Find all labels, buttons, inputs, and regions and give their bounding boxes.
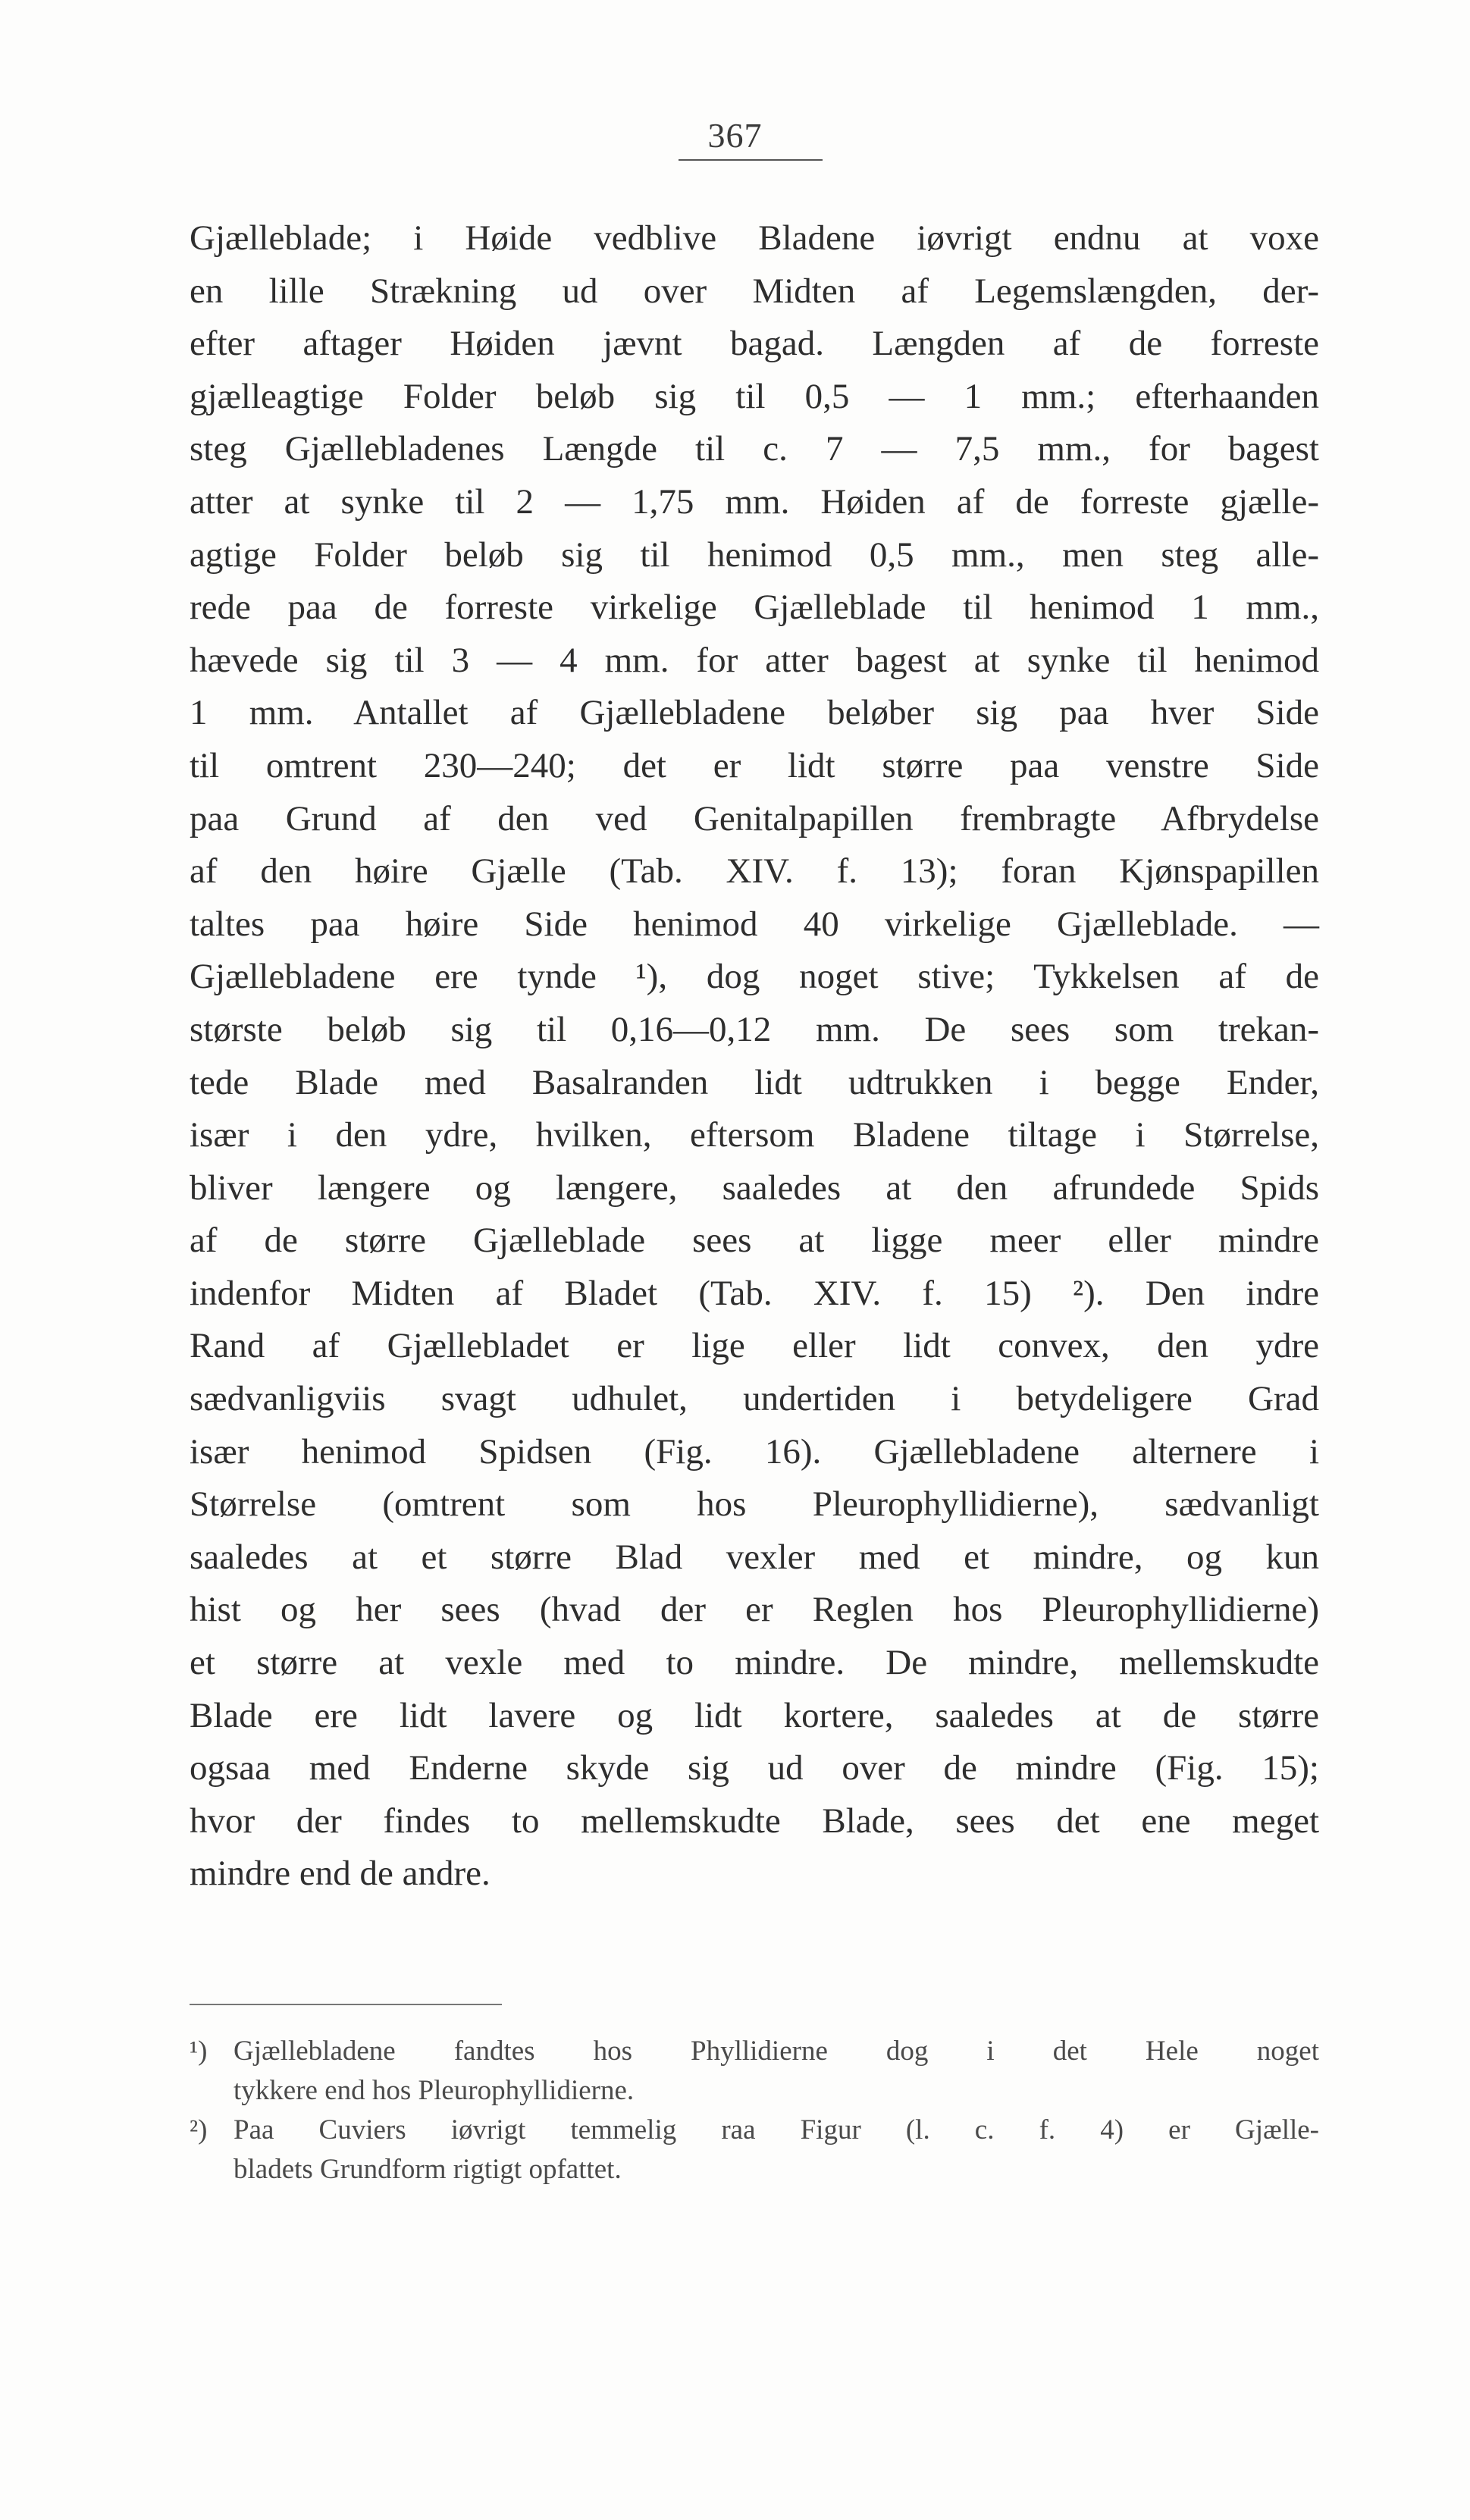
body-line: en lille Strækning ud over Midten af Legemslængden, der- [190, 271, 1319, 311]
body-line: indenfor Midten af Bladet (Tab. XIV. f. 15) ²). Den indre [190, 1273, 1319, 1313]
body-line: tede Blade med Basalranden lidt udtrukken i begge Ender, [190, 1062, 1319, 1102]
body-line: af de større Gjælleblade sees at ligge meer eller mindre [190, 1221, 1319, 1261]
body-line: hist og her sees (hvad der er Reglen hos Pleurophyllidierne) [190, 1590, 1319, 1630]
body-line: rede paa de forreste virkelige Gjælleblade til henimod 1 mm., [190, 588, 1319, 628]
body-line: af den høire Gjælle (Tab. XIV. f. 13); foran Kjønspapillen [190, 851, 1319, 892]
footnote-2 [190, 2111, 1319, 2150]
body-line: største beløb sig til 0,16—0,12 mm. De sees som trekan- [190, 1009, 1319, 1049]
body-line: Rand af Gjællebladet er lige eller lidt convex, den ydre [190, 1326, 1319, 1366]
body-line: ogsaa med Enderne skyde sig ud over de mindre (Fig. 15); [190, 1748, 1319, 1788]
body-text [190, 212, 1319, 1901]
body-line: paa Grund af den ved Genitalpapillen frembragte Afbrydelse [190, 798, 1319, 838]
body-line: saaledes at et større Blad vexler med et mindre, og kun [190, 1537, 1319, 1577]
body-line: gjælleagtige Folder beløb sig til 0,5 — 1 mm.; efterhaanden [190, 376, 1319, 416]
body-line: agtige Folder beløb sig til henimod 0,5 mm., men steg alle- [190, 534, 1319, 575]
body-line: efter aftager Høiden jævnt bagad. Længden af de forreste [190, 324, 1319, 364]
footnote-separator [190, 2004, 502, 2005]
body-line: især i den ydre, hvilken, eftersom Bladene tiltage i Størrelse, [190, 1115, 1319, 1155]
body-line: bliver længere og længere, saaledes at den afrundede Spids [190, 1168, 1319, 1208]
footnote-line: tykkere end hos Pleurophyllidierne. [234, 2075, 635, 2106]
footnote-marker: ¹) [190, 2036, 208, 2067]
body-line: mindre end de andre. [190, 1854, 491, 1894]
page-number: 367 [707, 116, 763, 155]
footnote-1 [190, 2032, 1319, 2071]
body-line: Gjælleblade; i Høide vedblive Bladene iøvrigt endnu at voxe [190, 218, 1319, 258]
body-line: Blade ere lidt lavere og lidt kortere, saaledes at de større [190, 1695, 1319, 1735]
body-line: hvor der findes to mellemskudte Blade, sees det ene meget [190, 1801, 1319, 1841]
body-line: et større at vexle med to mindre. De mindre, mellemskudte [190, 1643, 1319, 1683]
body-line: især henimod Spidsen (Fig. 16). Gjællebladene alternere i [190, 1431, 1319, 1472]
body-line: 1 mm. Antallet af Gjællebladene beløber sig paa hver Side [190, 693, 1319, 733]
body-line: taltes paa høire Side henimod 40 virkelige Gjælleblade. — [190, 904, 1319, 944]
footnotes [190, 2032, 1319, 2189]
footnote-marker: ²) [190, 2114, 208, 2145]
body-line: til omtrent 230—240; det er lidt større paa venstre Side [190, 745, 1319, 785]
body-line: hævede sig til 3 — 4 mm. for atter bagest at synke til henimod [190, 640, 1319, 680]
body-line: steg Gjællebladenes Længde til c. 7 — 7,5 mm., for bagest [190, 429, 1319, 469]
body-line: atter at synke til 2 — 1,75 mm. Høiden af de forreste gjælle- [190, 481, 1319, 522]
body-line: Gjællebladene ere tynde ¹), dog noget stive; Tykkelsen af de [190, 957, 1319, 997]
body-line: sædvanligviis svagt udhulet, undertiden i betydeligere Grad [190, 1379, 1319, 1419]
page-number-rule [679, 159, 823, 161]
footnote-line: Gjællebladene fandtes hos Phyllidierne dog i det Hele noget [234, 2036, 1319, 2067]
footnote-line: Paa Cuviers iøvrigt temmelig raa Figur (l. c. f. 4) er Gjælle- [234, 2114, 1319, 2145]
body-line: Størrelse (omtrent som hos Pleurophyllidierne), sædvanligt [190, 1484, 1319, 1525]
footnote-line: bladets Grundform rigtigt opfattet. [234, 2154, 622, 2185]
